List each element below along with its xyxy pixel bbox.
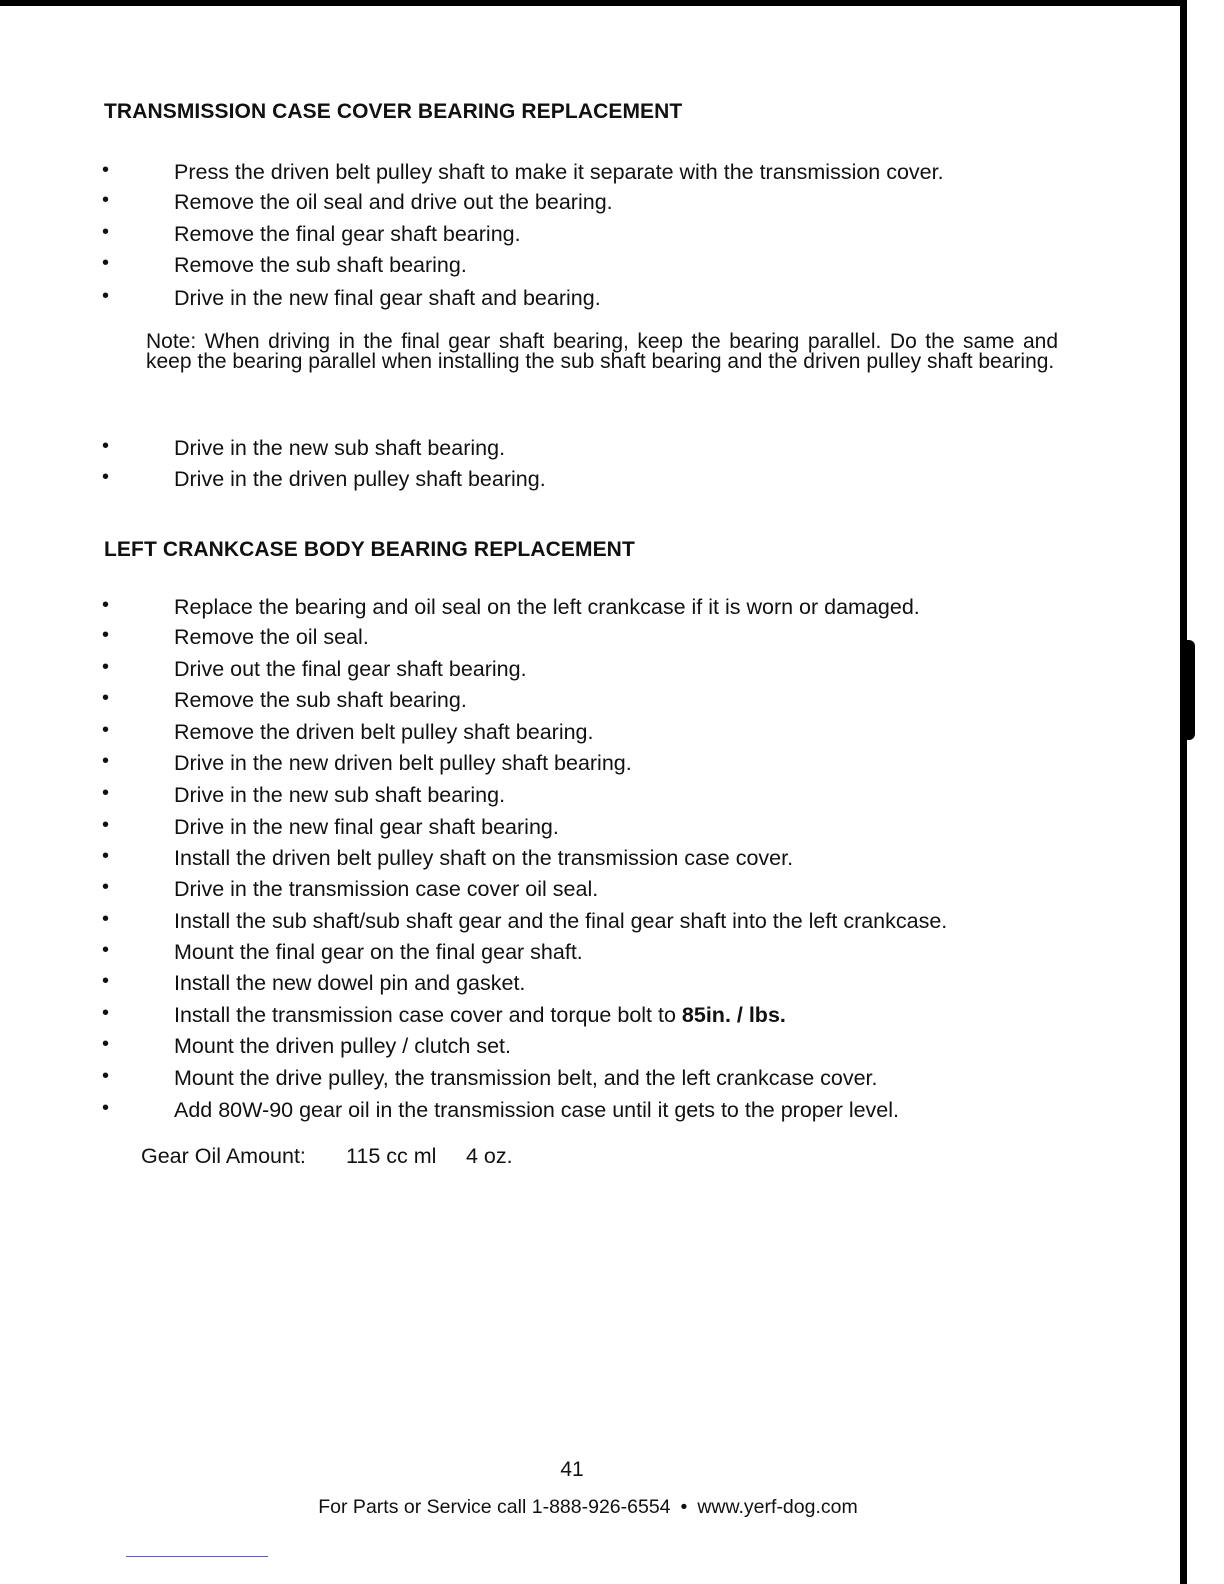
bullet: • [102, 189, 110, 211]
list-item: Mount the final gear on the final gear shaft. [174, 940, 583, 964]
list-item [174, 1003, 786, 1027]
bullet: • [102, 252, 110, 274]
list-item: Remove the sub shaft bearing. [174, 688, 467, 712]
website-link[interactable]: www.yerf-dog.com [697, 1496, 858, 1518]
bullet: • [102, 719, 110, 741]
bullet: • [102, 1097, 110, 1119]
list-item: Remove the oil seal. [174, 625, 369, 649]
service-phone-text: For Parts or Service call 1-888-926-6554 [318, 1496, 671, 1518]
right-border [1180, 0, 1187, 1584]
bullet: • [102, 656, 110, 678]
list-item: Remove the driven belt pulley shaft bearing. [174, 720, 594, 744]
gear-oil-amount [141, 1144, 513, 1169]
bullet: • [102, 1065, 110, 1087]
list-item: Mount the driven pulley / clutch set. [174, 1034, 512, 1058]
bullet: • [102, 435, 110, 457]
footer [0, 1496, 1176, 1519]
list-item: Install the sub shaft/sub shaft gear and the final gear shaft into the left crankcase. [174, 909, 948, 933]
list-item: Install the new dowel pin and gasket. [174, 971, 526, 995]
bullet: • [102, 970, 110, 992]
list-item: Drive in the transmission case cover oil seal. [174, 877, 599, 901]
bullet: • [102, 908, 110, 930]
page-number: 41 [560, 1458, 584, 1481]
list-item: Add 80W-90 gear oil in the transmission case until it gets to the proper level. [174, 1098, 900, 1122]
list-item: Remove the oil seal and drive out the bearing. [174, 190, 613, 214]
bullet: • [102, 221, 110, 243]
list-item: Drive in the new final gear shaft and bearing. [174, 286, 601, 310]
gear-oil-imperial: 4 oz. [466, 1144, 513, 1168]
bullet: • [102, 1002, 110, 1024]
bullet: • [102, 159, 110, 181]
bullet: • [102, 624, 110, 646]
bullet: • [102, 1033, 110, 1055]
list-item: Remove the final gear shaft bearing. [174, 222, 521, 246]
bullet: • [102, 594, 110, 616]
top-border [0, 0, 1186, 6]
list-item: Drive in the new sub shaft bearing. [174, 436, 506, 460]
gear-oil-label: Gear Oil Amount: [141, 1144, 306, 1168]
bullet: • [102, 285, 110, 307]
installation-note: Note: When driving in the final gear shaft bearing, keep the bearing parallel. Do the same and keep the bearing parallel when installing the sub shaft bearing and the driven pulley shaft bearing. [146, 330, 1058, 373]
bullet: • [102, 814, 110, 836]
list-item: Drive in the driven pulley shaft bearing. [174, 467, 546, 491]
bullet: • [102, 939, 110, 961]
torque-step-text: Install the transmission case cover and torque bolt to [174, 1003, 676, 1027]
list-item: Remove the sub shaft bearing. [174, 253, 467, 277]
bullet: • [102, 750, 110, 772]
section-heading-left-crankcase: LEFT CRANKCASE BODY BEARING REPLACEMENT [104, 538, 635, 561]
list-item: Press the driven belt pulley shaft to make it separate with the transmission cover. [174, 160, 944, 184]
bullet: • [102, 782, 110, 804]
bottom-rule [126, 1556, 268, 1557]
footer-separator: • [680, 1496, 688, 1518]
bullet: • [102, 876, 110, 898]
section-heading-transmission-cover: TRANSMISSION CASE COVER BEARING REPLACEMENT [104, 100, 683, 123]
bullet: • [102, 687, 110, 709]
gear-oil-metric: 115 cc ml [346, 1144, 437, 1168]
right-border-notch [1186, 640, 1195, 740]
list-item: Drive in the new sub shaft bearing. [174, 783, 506, 807]
torque-value: 85in. / lbs. [681, 1003, 786, 1027]
list-item: Drive in the new final gear shaft bearing. [174, 815, 559, 839]
list-item: Mount the drive pulley, the transmission belt, and the left crankcase cover. [174, 1066, 878, 1090]
list-item: Drive in the new driven belt pulley shaft bearing. [174, 751, 632, 775]
list-item: Drive out the final gear shaft bearing. [174, 657, 527, 681]
bullet: • [102, 845, 110, 867]
list-item: Replace the bearing and oil seal on the left crankcase if it is worn or damaged. [174, 595, 920, 619]
bullet: • [102, 466, 110, 488]
list-item: Install the driven belt pulley shaft on the transmission case cover. [174, 846, 794, 870]
